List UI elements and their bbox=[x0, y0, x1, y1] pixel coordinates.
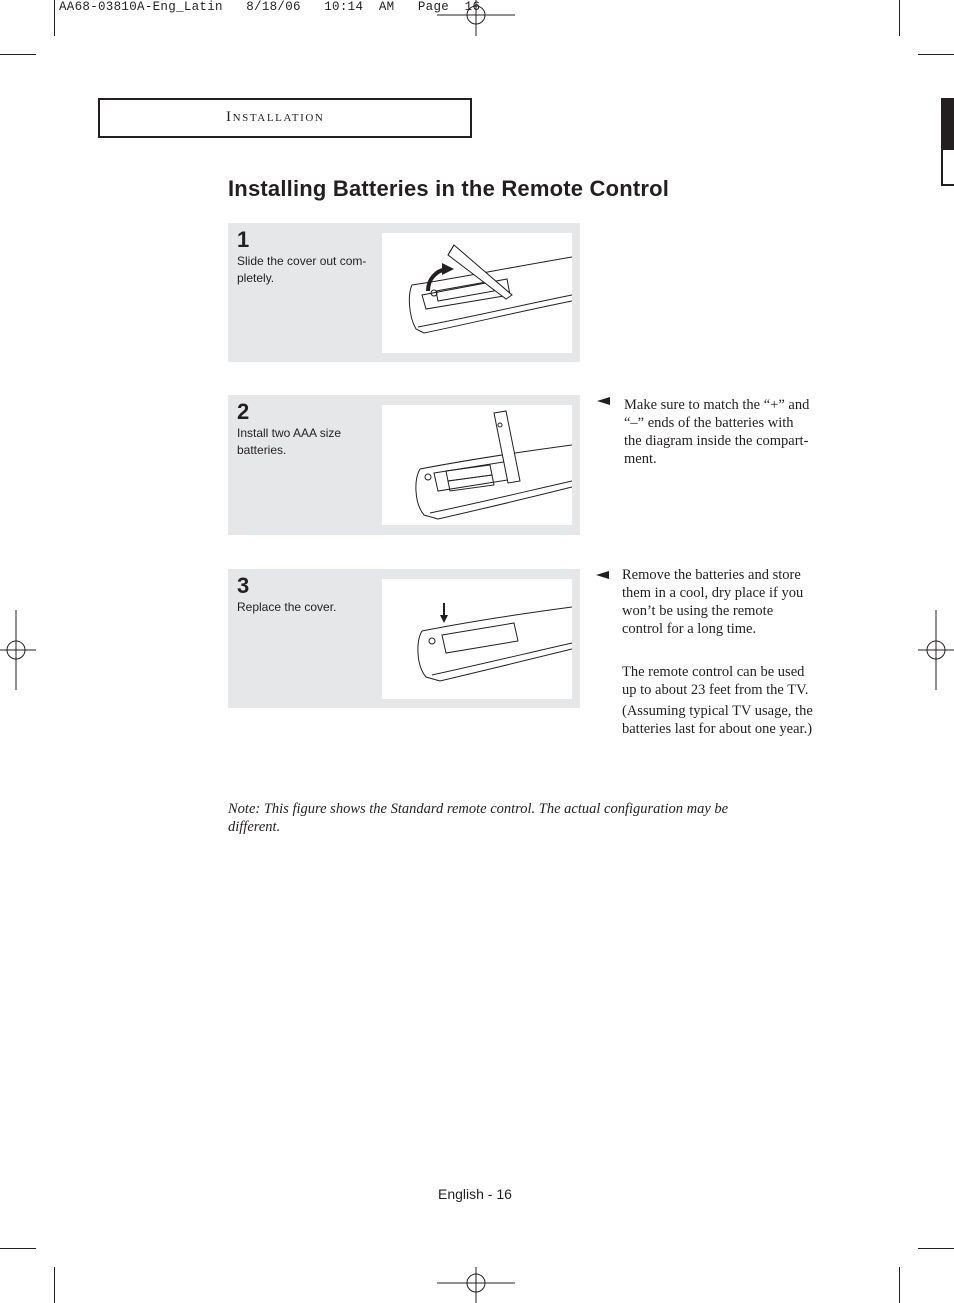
chapter-tab-outline bbox=[941, 148, 954, 186]
step-2-panel bbox=[228, 395, 580, 535]
step-2-text bbox=[237, 425, 341, 459]
page-number: English - 16 bbox=[438, 1186, 512, 1202]
step-1-text-line: pletely. bbox=[237, 271, 275, 285]
step-3-panel bbox=[228, 569, 580, 708]
step-3-illustration bbox=[382, 579, 572, 699]
note-arrow-icon bbox=[596, 571, 609, 579]
step-3-text bbox=[237, 599, 336, 616]
print-slug: AA68-03810A-Eng_Latin 8/18/06 10:14 AM Page 16 bbox=[59, 0, 481, 14]
storage-note-line: control for a long time. bbox=[622, 621, 757, 637]
step-3-number: 3 bbox=[237, 573, 250, 598]
crop-mark-bottom-left-vertical bbox=[54, 1267, 55, 1303]
registration-mark-right bbox=[918, 610, 954, 690]
range-note-line: up to about 23 feet from the TV. bbox=[622, 682, 809, 698]
polarity-note bbox=[624, 396, 839, 468]
range-note bbox=[622, 663, 842, 699]
storage-note-line: them in a cool, dry place if you bbox=[622, 585, 804, 601]
battery-life-note-line: (Assuming typical TV usage, the bbox=[622, 703, 813, 719]
chapter-tab bbox=[941, 98, 954, 150]
configuration-note-line: Note: This figure shows the Standard remote control. The actual configuration may be bbox=[228, 801, 729, 817]
note-arrow-icon bbox=[597, 397, 610, 405]
step-1-text-line: Slide the cover out com- bbox=[237, 254, 367, 268]
polarity-note-line: “–” ends of the batteries with bbox=[624, 415, 794, 431]
step-2-illustration bbox=[382, 405, 572, 525]
section-label: Installation bbox=[226, 109, 325, 125]
step-1-panel bbox=[228, 223, 580, 362]
step-2-number: 2 bbox=[237, 399, 250, 424]
storage-note-line: Remove the batteries and store bbox=[622, 567, 801, 583]
step-2-text-line: batteries. bbox=[237, 443, 287, 457]
registration-mark-bottom bbox=[437, 1267, 517, 1303]
crop-mark-bottom-right-horizontal bbox=[918, 1248, 954, 1249]
battery-life-note-line: batteries last for about one year.) bbox=[622, 721, 813, 737]
configuration-note-line: different. bbox=[228, 819, 281, 835]
crop-mark-top-left-vertical bbox=[54, 0, 55, 36]
polarity-note-line: Make sure to match the “+” and bbox=[624, 397, 810, 413]
crop-mark-top-right-horizontal bbox=[918, 54, 954, 55]
crop-mark-top-left-horizontal bbox=[0, 54, 36, 55]
battery-life-note bbox=[622, 702, 852, 738]
polarity-note-line: the diagram inside the compart- bbox=[624, 433, 809, 449]
configuration-note bbox=[228, 800, 788, 836]
registration-mark-top bbox=[437, 0, 517, 36]
step-1-text bbox=[237, 253, 366, 287]
section-header bbox=[98, 98, 472, 138]
crop-mark-bottom-right-vertical bbox=[899, 1267, 900, 1303]
step-2-text-line: Install two AAA size bbox=[237, 426, 342, 440]
page-title: Installing Batteries in the Remote Control bbox=[228, 176, 670, 201]
crop-mark-top-right-vertical bbox=[899, 0, 900, 36]
crop-mark-bottom-left-horizontal bbox=[0, 1248, 36, 1249]
step-1-number: 1 bbox=[237, 227, 250, 252]
step-1-illustration bbox=[382, 233, 572, 353]
range-note-line: The remote control can be used bbox=[622, 664, 805, 680]
storage-note bbox=[622, 566, 842, 638]
step-3-text-line: Replace the cover. bbox=[237, 600, 337, 614]
registration-mark-left bbox=[0, 610, 36, 690]
polarity-note-line: ment. bbox=[624, 451, 657, 467]
storage-note-line: won’t be using the remote bbox=[622, 603, 774, 619]
